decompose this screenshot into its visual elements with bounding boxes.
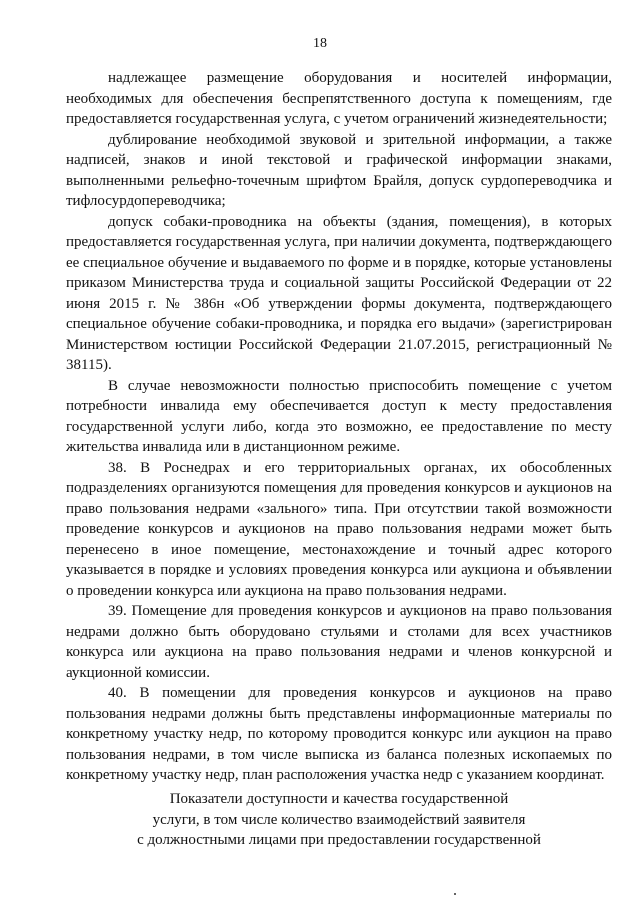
paragraph-guide-dog-admission: допуск собаки-проводника на объекты (здания, помещения), в которых предоставляется государственная услуга, при наличии документа, подтверждающего ее специальное обучение и выдаваемого по форме и в порядке, которые установлены приказом Министерства труда и социальной защиты Российской Федерации от 22 июня 2015 г. № 386н «Об утверждении формы документа, подтверждающего специальное обучение собаки-проводника, и порядка его выдачи» (зарегистрирован Министерством юстиции Российской Федерации 21.07.2015, регистрационный № 38115). bbox=[66, 213, 612, 373]
heading-line: услуги, в том числе количество взаимодействий заявителя bbox=[152, 811, 526, 828]
body-text bbox=[66, 68, 612, 786]
paragraph-remote-service: В случае невозможности полностью приспособить помещение с учетом потребности инвалида ему обеспечивается доступ к месту предоставления государственной услуги либо, когда это возможно, ее предоставление по месту жительства инвалида или в дистанционном режиме. bbox=[66, 377, 612, 455]
paragraph-38: 38. В Роснедрах и его территориальных органах, их обособленных подразделениях организуются помещения для проведения конкурсов и аукционов на право пользования недрами «зального» типа. При отсутствии такой возможности проведение конкурсов и аукционов на право пользования недрами может быть перенесено в иное помещение, местонахождение и точный адрес которого указывается в порядке и условиях проведения конкурса или аукциона и объявлении о проведении конкурса или аукциона на право пользования недрами. bbox=[66, 459, 612, 599]
scan-dot bbox=[454, 893, 456, 895]
heading-line: с должностными лицами при предоставлении государственной bbox=[137, 832, 541, 848]
paragraph-braille-duplication: дублирование необходимой звуковой и зрительной информации, а также надписей, знаков и иной текстовой и графической информации знаками, выполненными рельефно-точечным шрифтом Брайля, допуск сурдопереводчика и тифлосурдопереводчика; bbox=[66, 131, 612, 209]
section-heading bbox=[66, 789, 612, 851]
paragraph-equipment-placement: надлежащее размещение оборудования и носителей информации, необходимых для обеспечения беспрепятственного доступа к помещениям, где предоставляется государственная услуга, с учетом ограничений жизнедеятельности; bbox=[66, 70, 612, 127]
paragraph-39: 39. Помещение для проведения конкурсов и аукционов на право пользования недрами должно быть оборудовано стульями и столами для всех участников конкурса или аукциона на право пользования недрами и членов конкурсной и аукционной комиссии. bbox=[66, 603, 612, 681]
paragraph-40: 40. В помещении для проведения конкурсов и аукционов на право пользования недрами должны быть представлены информационные материалы по конкретному участку недр, по которому проводится конкурс или аукцион на право пользования недрами, в том числе выписка из баланса полезных ископаемых по конкретному участку недр, план расположения участка недр с указанием координат. bbox=[66, 685, 612, 783]
page-number: 18 bbox=[313, 36, 327, 51]
heading-line: Показатели доступности и качества государственной bbox=[169, 791, 509, 807]
